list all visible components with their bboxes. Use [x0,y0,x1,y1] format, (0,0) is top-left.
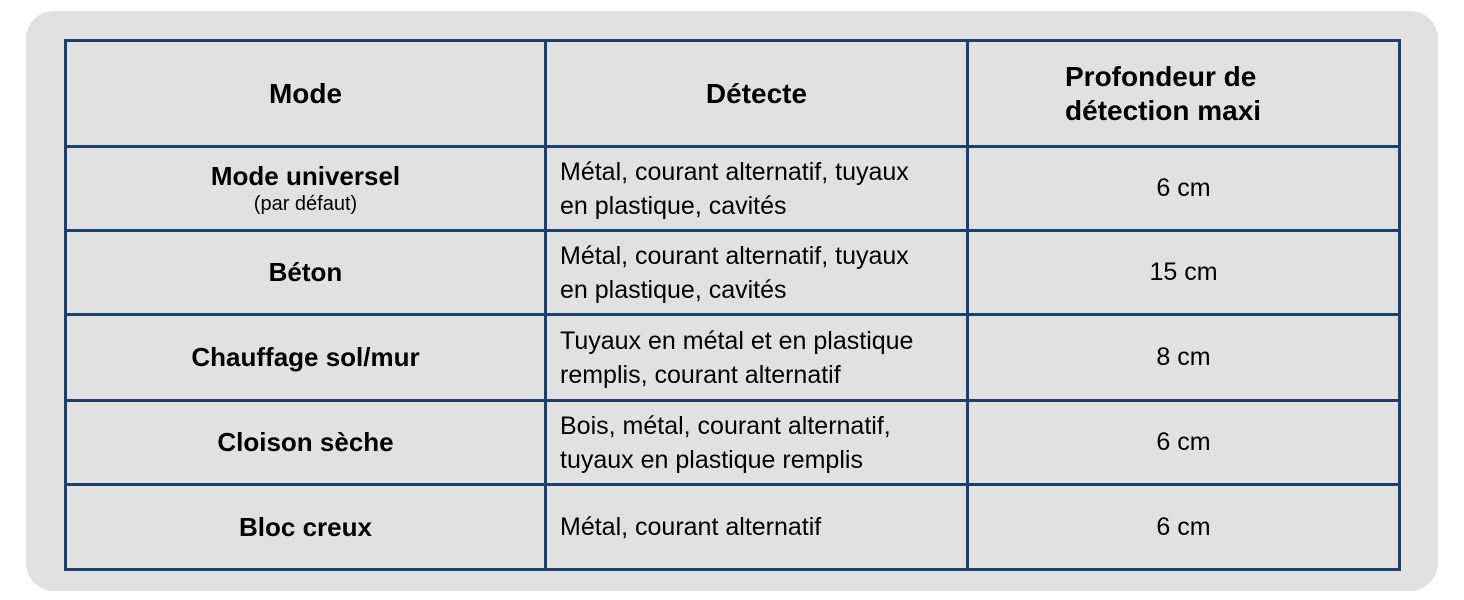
detects-line1: Métal, courant alternatif [560,513,822,541]
mode-cell [66,315,546,401]
depth-cell: 6 cm [968,147,1400,231]
depth-cell: 8 cm [968,315,1400,401]
table-row [66,231,1400,315]
header-depth [968,41,1400,147]
detects-line2: en plastique, cavités [560,275,787,304]
mode-cell [66,401,546,485]
mode-name: Béton [268,257,343,287]
mode-name: Mode universel [210,161,401,191]
header-depth-line2: détection maxi [1065,94,1262,126]
detects-line1: Tuyaux en métal et en plastique [560,326,914,355]
table-row [66,147,1400,231]
depth-cell: 6 cm [968,485,1400,570]
mode-cell [66,231,546,315]
header-detects: Détecte [546,41,968,147]
table-row [66,401,1400,485]
detects-line2: en plastique, cavités [560,191,787,220]
header-depth-line1: Profondeur de [1065,60,1257,92]
mode-name: Chauffage sol/mur [191,342,420,372]
detects-line1: Métal, courant alternatif, tuyaux [560,157,909,186]
depth-cell: 6 cm [968,401,1400,485]
detects-line1: Métal, courant alternatif, tuyaux [560,241,909,270]
detects-cell [546,231,968,315]
table-header-row [66,41,1400,147]
detects-line2: remplis, courant alternatif [560,360,841,389]
detects-line1: Bois, métal, courant alternatif, [560,411,891,440]
detects-cell [546,401,968,485]
table-row [66,315,1400,401]
detects-cell [546,485,968,570]
detection-modes-table [64,39,1401,571]
mode-name: Bloc creux [239,511,372,542]
header-mode: Mode [66,41,546,147]
detects-cell [546,147,968,231]
detects-cell [546,315,968,401]
mode-cell [66,147,546,231]
mode-name: Cloison sèche [217,427,394,457]
depth-cell: 15 cm [968,231,1400,315]
detects-line2: tuyaux en plastique remplis [560,445,863,474]
table-row [66,485,1400,570]
mode-note: (par défaut) [253,193,358,215]
mode-cell [66,485,546,570]
